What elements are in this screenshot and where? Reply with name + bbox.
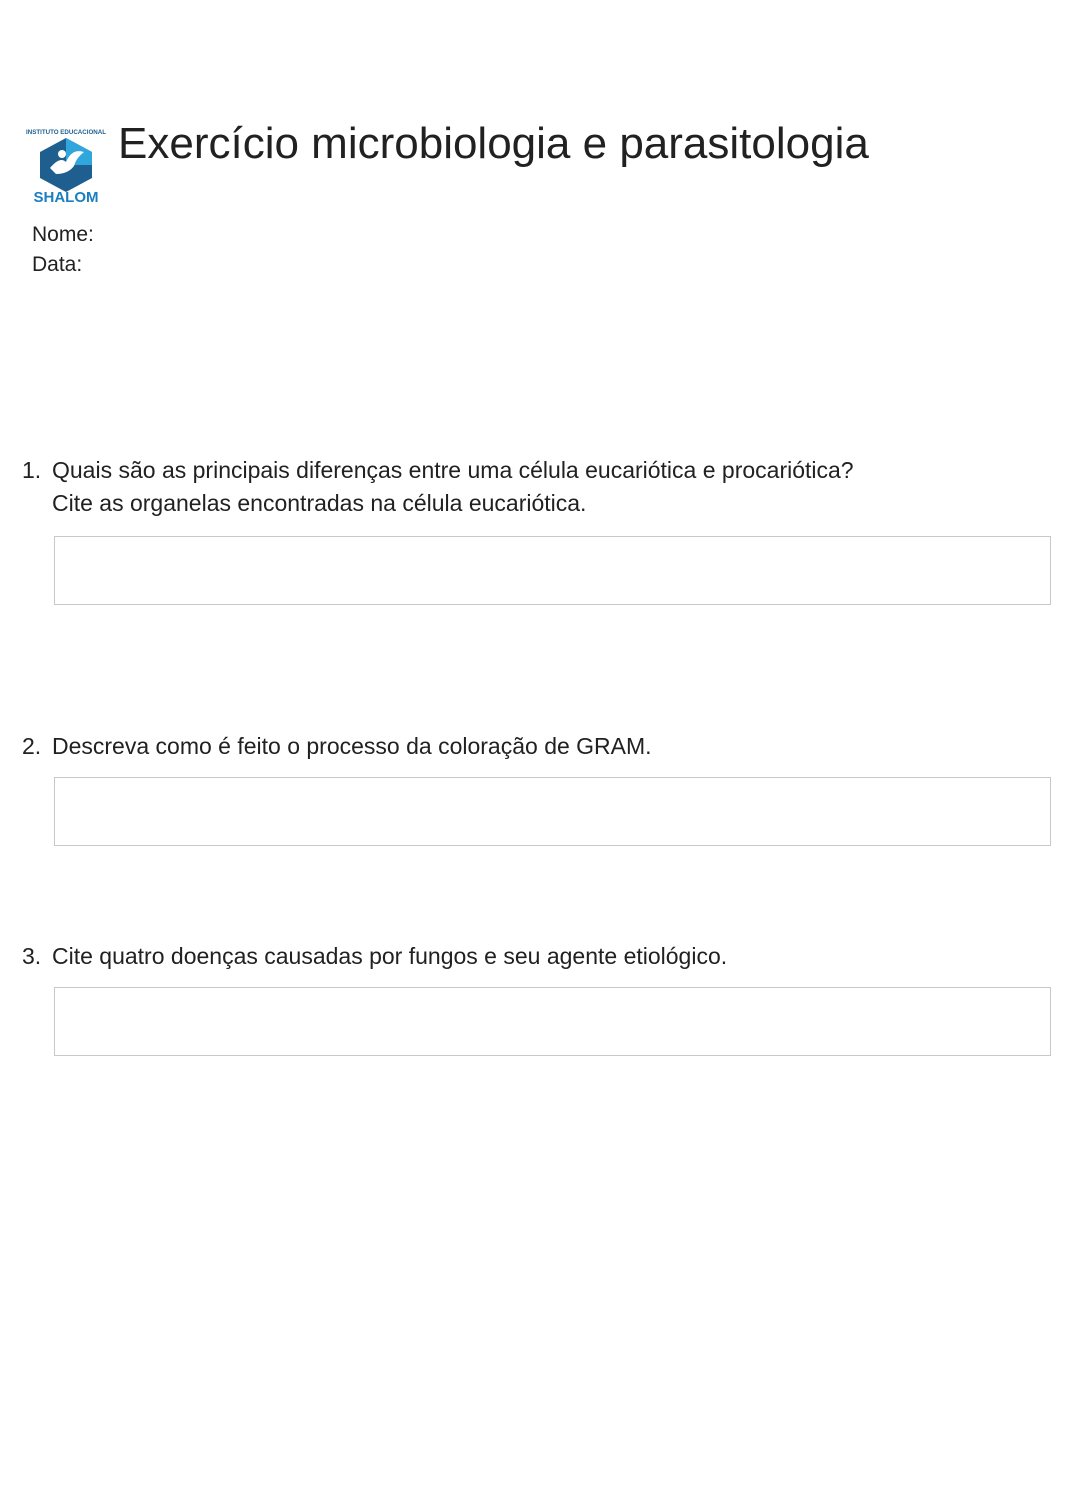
shalom-logo-icon <box>26 118 106 206</box>
logo-brand-text: SHALOM <box>33 189 99 206</box>
page-title: Exercício microbiologia e parasitologia <box>118 119 869 168</box>
question-3 <box>22 940 1052 1056</box>
question-text: Quais são as principais diferenças entre uma célula eucariótica e procariótica? Cite as organelas encontradas na célula eucariótica. <box>52 457 854 516</box>
question-number: 2. <box>22 733 42 759</box>
answer-field-1[interactable] <box>54 536 1051 605</box>
question-text: Cite quatro doenças causadas por fungos e seu agente etiológico. <box>52 943 728 969</box>
student-info <box>32 220 94 280</box>
date-label: Data: <box>32 253 83 276</box>
name-label: Nome: <box>32 223 94 246</box>
question-number: 1. <box>22 457 42 483</box>
answer-field-2[interactable] <box>54 777 1051 846</box>
institution-logo <box>26 118 106 206</box>
logo-top-text: INSTITUTO EDUCACIONAL <box>26 129 106 136</box>
question-1 <box>22 454 1052 605</box>
question-text: Descreva como é feito o processo da coloração de GRAM. <box>52 733 652 759</box>
answer-field-3[interactable] <box>54 987 1051 1056</box>
question-number: 3. <box>22 943 42 969</box>
question-2 <box>22 730 1052 846</box>
